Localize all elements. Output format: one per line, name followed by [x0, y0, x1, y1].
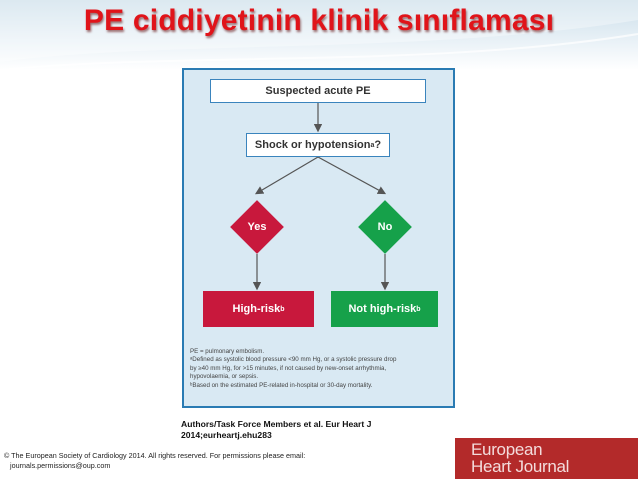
- footnote-line: PE = pulmonary embolism.: [190, 348, 265, 355]
- footnote-marker-b-high: b: [280, 305, 285, 313]
- outcome-not-high-risk: [331, 291, 438, 327]
- logo-line-1: European: [471, 440, 543, 459]
- flowchart-footnotes: [190, 348, 450, 390]
- copyright-line-2: journals.permissions@oup.com: [10, 460, 111, 470]
- copyright-line-1: © The European Society of Cardiology 2014. All rights reserved. For permissions please email:: [4, 451, 306, 460]
- citation-line-1: Authors/Task Force Members et al. Eur Heart J: [181, 419, 372, 429]
- outcome-not-high-risk-label: Not high-risk: [348, 303, 417, 315]
- node-shock-label: Shock or hypotension: [254, 139, 371, 151]
- decision-yes-label: Yes: [247, 221, 267, 233]
- decision-yes: [230, 200, 284, 254]
- footnote-marker-b-low: b: [416, 305, 421, 313]
- outcome-high-risk: [203, 291, 314, 327]
- european-heart-journal-logo: [455, 438, 638, 479]
- outcome-high-risk-label: High-risk: [232, 303, 281, 315]
- citation: [181, 419, 441, 441]
- decision-no: [358, 200, 412, 254]
- slide-title: PE ciddiyetinin klinik sınıflaması: [83, 4, 555, 37]
- citation-line-2: 2014;eurheartj.ehu283: [181, 430, 272, 440]
- footnote-line: ᵇBased on the estimated PE-related in-hospital or 30-day mortality.: [190, 381, 373, 389]
- node-suspected-acute-pe: [210, 79, 426, 103]
- footnote-marker-a: a: [370, 141, 375, 149]
- footnote-line: by ≥40 mm Hg, for >15 minutes, if not caused by new-onset arrhythmia,: [190, 364, 387, 372]
- copyright-notice: [4, 451, 374, 470]
- node-shock-or-hypotension: [246, 133, 390, 157]
- logo-line-2: Heart Journal: [471, 457, 570, 476]
- decision-no-label: No: [377, 221, 393, 233]
- question-mark: ?: [374, 139, 382, 151]
- footnote-line: ᵃDefined as systolic blood pressure <90 mm Hg, or a systolic pressure drop: [190, 356, 397, 364]
- node-suspected-label: Suspected acute PE: [265, 85, 371, 97]
- footnote-line: hypovolaemia, or sepsis.: [190, 373, 259, 381]
